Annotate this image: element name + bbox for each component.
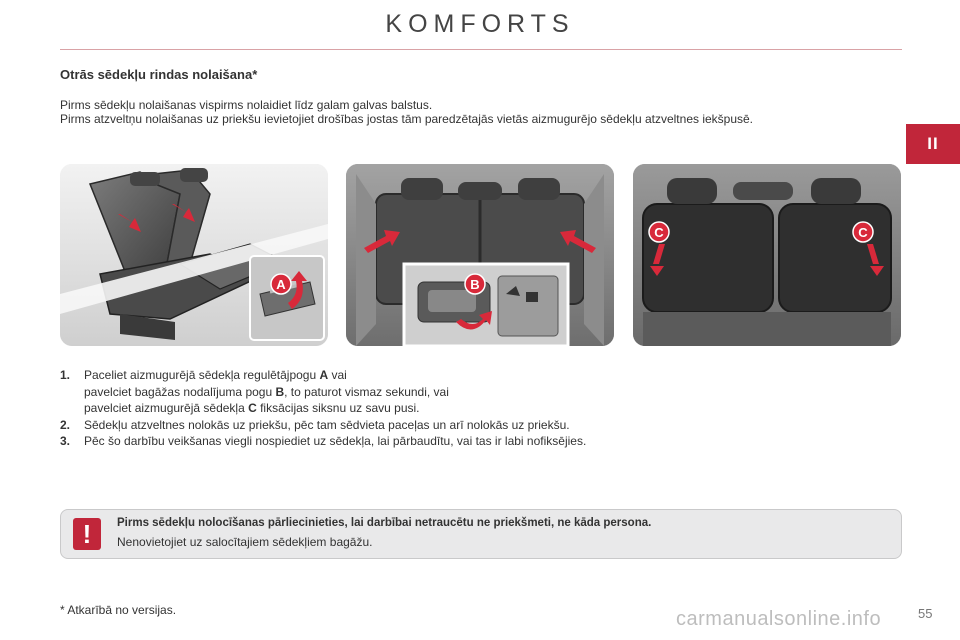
step-text: fiksācijas siksnu uz savu pusi. <box>256 401 420 415</box>
marker-a: A <box>276 277 286 292</box>
intro-line-headrests: Pirms sēdekļu nolaišanas vispirms nolaidiet līdz galam galvas balstus. <box>60 98 433 112</box>
marker-b: B <box>470 277 480 292</box>
warning-title: Pirms sēdekļu nolocīšanas pārliecinieties, lai darbībai netraucētu ne priekšmeti, ne kāda persona. <box>117 517 652 529</box>
step-text: Sēdekļu atzveltnes nolokās uz priekšu, pēc tam sēdvieta paceļas un arī nolokās uz priekšu. <box>84 417 570 432</box>
step-2 <box>60 417 902 434</box>
warning-text: Nenovietojiet uz salocītajiem sēdekļiem bagāžu. <box>117 535 373 549</box>
intro-text <box>60 98 902 126</box>
step-text: pavelciet bagāžas nodalījuma pogu <box>84 384 276 399</box>
footnote: * Atkarībā no versijas. <box>60 603 177 617</box>
section-heading: Otrās sēdekļu rindas nolaišana* <box>60 67 258 82</box>
step-text: Pēc šo darbību veikšanas viegli nospiediet uz sēdekļa, lai pārbaudītu, vai tas ir labi nofiksējies. <box>84 434 587 448</box>
marker-c-left: C <box>654 225 664 240</box>
step-body <box>84 367 902 417</box>
figure-rear-view-button-b <box>346 164 614 346</box>
step-1-line-2 <box>84 384 902 401</box>
steps-list <box>60 367 902 450</box>
step-1-line-3 <box>84 400 902 417</box>
title-rule <box>60 49 902 50</box>
step-text: pavelciet aizmugurējā sēdekļa <box>84 401 249 415</box>
page-number: 55 <box>918 606 933 621</box>
step-number: 1. <box>60 368 71 382</box>
exclamation-icon: ! <box>73 518 101 550</box>
step-number: 3. <box>60 434 71 448</box>
page-title: KOMFORTS <box>385 10 575 38</box>
step-number: 2. <box>60 417 71 432</box>
key-label-b: B <box>275 384 285 399</box>
key-label-a: A <box>319 368 329 382</box>
key-label-c: C <box>248 401 257 415</box>
step-text: vai <box>328 368 347 382</box>
figure-seat-side-view <box>60 164 328 346</box>
step-1-line-1 <box>84 367 902 384</box>
chapter-tab[interactable]: II <box>906 124 960 164</box>
step-1 <box>60 367 902 417</box>
step-text: Paceliet aizmugurējā sēdekļa regulētājpogu <box>84 368 320 382</box>
step-3 <box>60 433 902 450</box>
step-text: , to paturot vismaz sekundi, vai <box>284 384 449 399</box>
figure-rear-seats-straps-c <box>633 164 901 346</box>
marker-c-right: C <box>858 225 868 240</box>
warning-box <box>60 509 902 559</box>
watermark: carmanualsonline.info <box>676 608 882 630</box>
intro-line-belts: Pirms atzveltņu nolaišanas uz priekšu ievietojiet drošības jostas tām paredzētajās vietās aizmugurējo sēdekļu atzveltnes iekšpusē. <box>60 112 754 126</box>
